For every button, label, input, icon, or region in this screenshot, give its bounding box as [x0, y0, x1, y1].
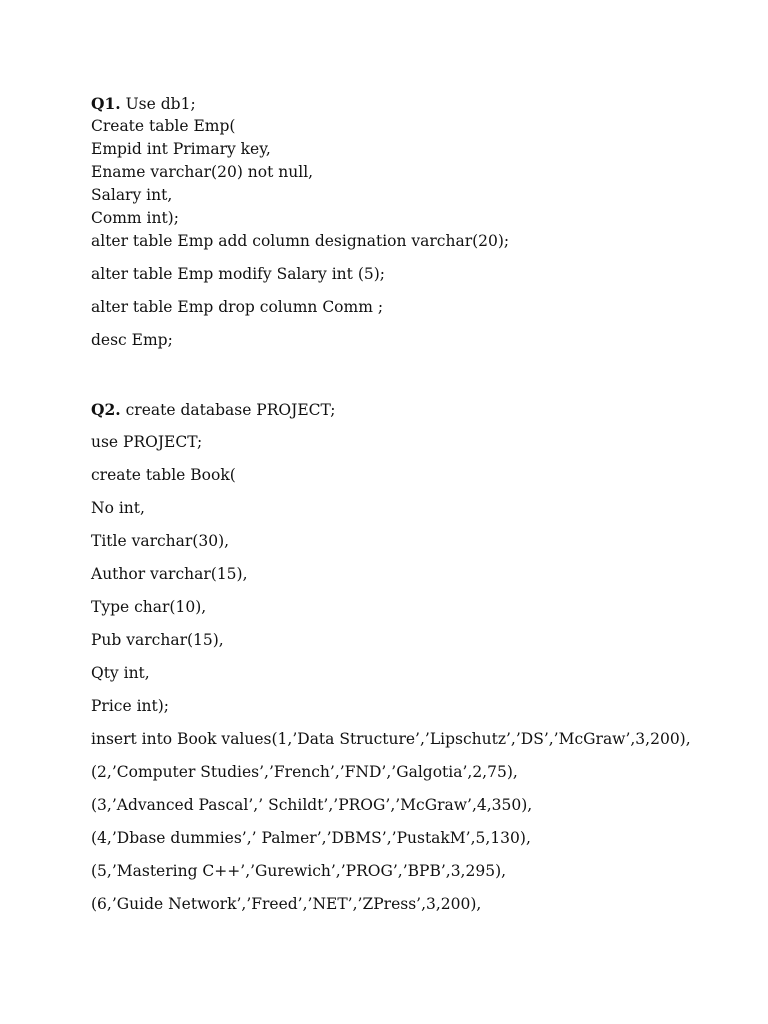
- q1-section: [91, 92, 731, 352]
- q2-code-line: create table Book(: [91, 466, 236, 484]
- q2-code-line: Pub varchar(15),: [91, 631, 224, 649]
- q1-code-line: Ename varchar(20) not null,: [91, 163, 314, 181]
- q1-code-line: alter table Emp modify Salary int (5);: [91, 265, 386, 283]
- document-page: [91, 92, 731, 916]
- q1-code-line: Empid int Primary key,: [91, 140, 271, 158]
- q2-section: [91, 398, 731, 916]
- q2-code-line: Title varchar(30),: [91, 532, 230, 550]
- q1-code-line: alter table Emp add column designation varchar(20);: [91, 232, 510, 250]
- q2-code-line: (5,’Mastering C++’,’Gurewich’,’PROG’,’BPB’,3,295),: [91, 862, 507, 880]
- q2-code-line: (2,’Computer Studies’,’French’,’FND’,’Galgotia’,2,75),: [91, 763, 518, 781]
- q1-code-line: Use db1;: [120, 95, 196, 113]
- q2-code-line: (6,’Guide Network’,’Freed’,’NET’,’ZPress’,3,200),: [91, 895, 482, 913]
- q1-code-line: Salary int,: [91, 186, 173, 204]
- q2-label: Q2.: [91, 400, 121, 419]
- q2-code-line: (4,’Dbase dummies’,’ Palmer’,’DBMS’,’PustakM’,5,130),: [91, 829, 531, 847]
- q2-code-line: Qty int,: [91, 664, 150, 682]
- q2-code-line: Author varchar(15),: [91, 565, 248, 583]
- q2-line-1: [91, 398, 731, 421]
- q2-code-line: insert into Book values(1,’Data Structure’,’Lipschutz’,’DS’,’McGraw’,3,200),: [91, 730, 691, 748]
- q1-code-line: alter table Emp drop column Comm ;: [91, 298, 384, 316]
- q1-code-line: Create table Emp(: [91, 117, 236, 135]
- q1-line-1: [91, 92, 731, 115]
- q1-label: Q1.: [91, 94, 121, 113]
- q1-code-line: Comm int);: [91, 209, 179, 227]
- q2-code-line: Type char(10),: [91, 598, 207, 616]
- q2-code-line: (3,’Advanced Pascal’,’ Schildt’,’PROG’,’McGraw’,4,350),: [91, 796, 533, 814]
- q1-code-line: desc Emp;: [91, 331, 173, 349]
- q2-code-line: Price int);: [91, 697, 170, 715]
- q2-code-line: use PROJECT;: [91, 433, 203, 451]
- q2-code-line: No int,: [91, 499, 145, 517]
- q2-code-line: create database PROJECT;: [120, 401, 336, 419]
